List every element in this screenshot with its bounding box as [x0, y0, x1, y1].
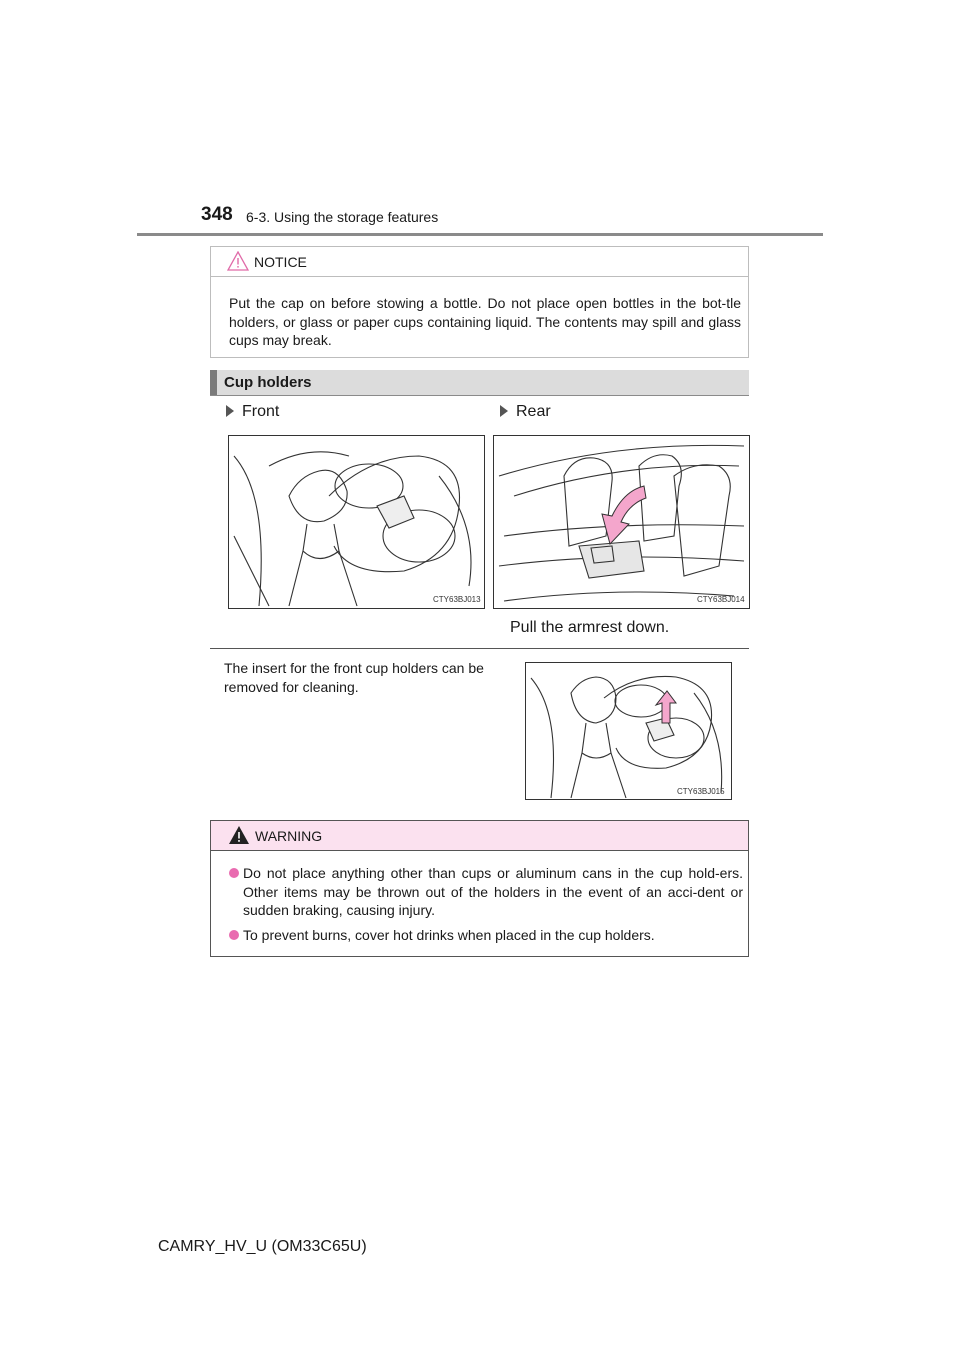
insert-removal-drawing: [526, 663, 731, 799]
warning-list: [229, 864, 743, 950]
rear-caption: Pull the armrest down.: [510, 619, 670, 636]
section-title: 6-3. Using the storage features: [246, 209, 439, 225]
front-label-text: Front: [242, 403, 280, 420]
heading-accent: [210, 370, 217, 395]
warning-header: [211, 821, 748, 851]
bullet-icon: [229, 930, 239, 940]
page-number: 348: [201, 204, 233, 225]
rear-figure-id: CTY63BJ014: [697, 595, 745, 604]
rear-label: [500, 403, 551, 421]
bullet-icon: [229, 868, 239, 878]
triangle-bullet-icon: [226, 405, 234, 417]
notice-label: NOTICE: [254, 254, 307, 270]
header-divider: [137, 233, 823, 236]
front-cup-holder-illustration: [228, 435, 485, 609]
notice-header: [211, 247, 748, 277]
notice-text: Put the cap on before stowing a bottle. Do not place open bottles in the bot-tle holders, or glass or paper cups containing liquid. The contents may spill and glass cups may break.: [229, 295, 741, 348]
insert-figure-id: CTY63BJ015: [677, 787, 725, 796]
warning-item-text: To prevent burns, cover hot drinks when placed in the cup holders.: [243, 926, 655, 943]
rear-seat-drawing: [494, 436, 749, 608]
section-divider: [210, 648, 749, 649]
front-console-drawing: [229, 436, 484, 608]
warning-item-text: Do not place anything other than cups or aluminum cans in the cup hold-ers. Other items may be thrown out of the holders in the event of an acci-dent or sudden braking, causing injury.: [243, 865, 743, 918]
warning-label: WARNING: [255, 828, 323, 844]
caution-triangle-icon: [227, 251, 249, 271]
cup-holders-title: Cup holders: [224, 374, 312, 391]
warning-item: [229, 926, 743, 945]
warning-triangle-icon: [228, 825, 250, 845]
warning-box: [210, 820, 749, 957]
insert-removal-text: The insert for the front cup holders can be removed for cleaning.: [224, 660, 484, 695]
rear-cup-holder-illustration: [493, 435, 750, 609]
cup-holders-heading: [210, 370, 749, 396]
triangle-bullet-icon: [500, 405, 508, 417]
insert-removal-illustration: [525, 662, 732, 800]
front-figure-id: CTY63BJ013: [433, 595, 481, 604]
notice-box: [210, 246, 749, 358]
front-label: [226, 403, 279, 421]
footer-model: CAMRY_HV_U (OM33C65U): [158, 1238, 367, 1255]
warning-item: [229, 864, 743, 920]
rear-label-text: Rear: [516, 403, 551, 420]
